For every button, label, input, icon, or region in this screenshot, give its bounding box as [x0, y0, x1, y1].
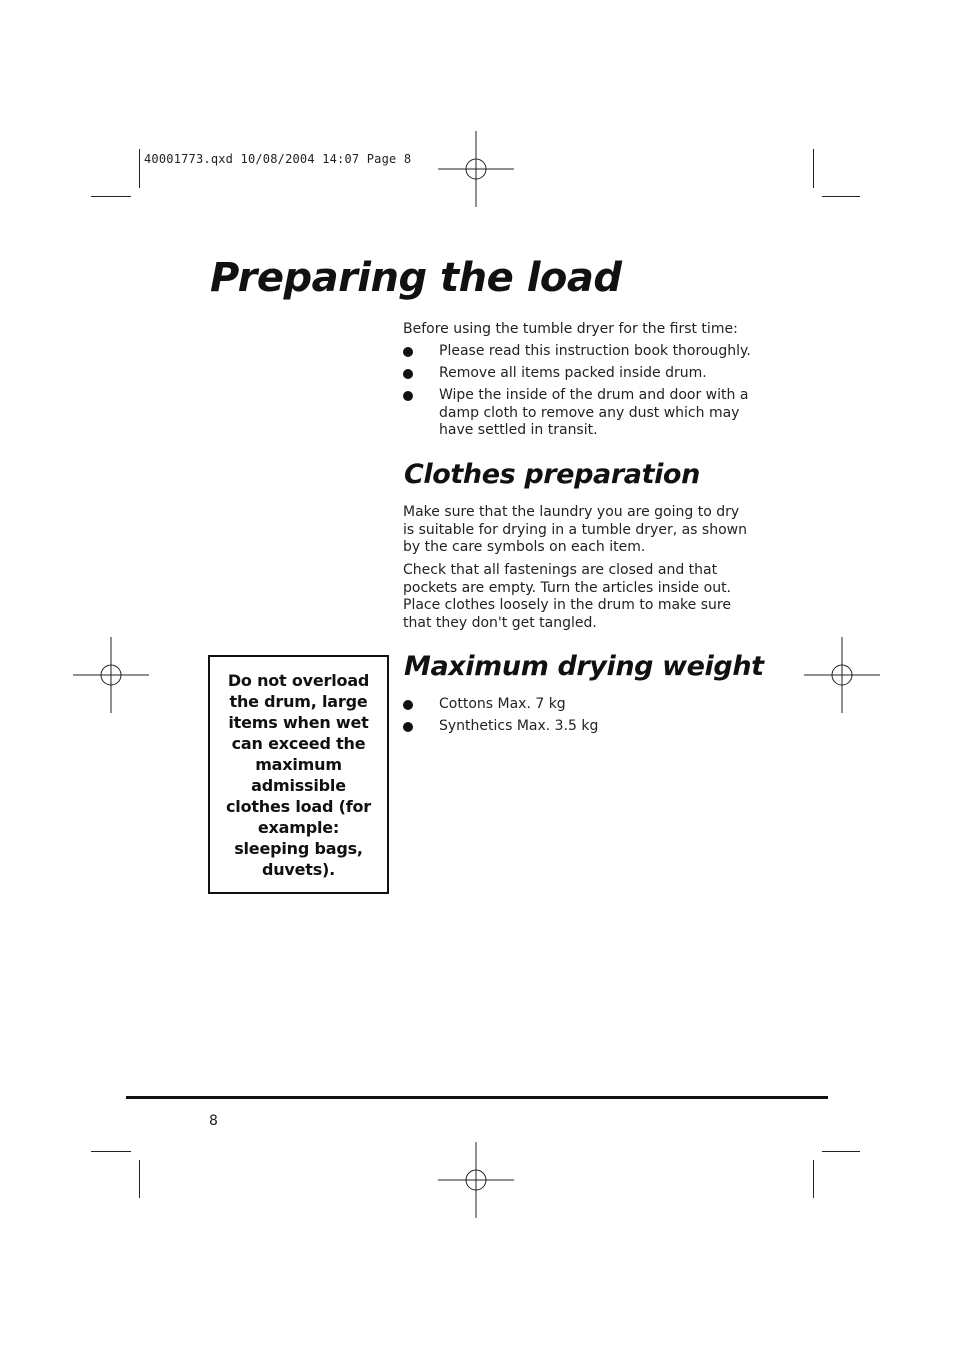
print-slug: 40001773.qxd 10/08/2004 14:07 Page 8: [144, 152, 412, 166]
overload-warning-text: Do not overload the drum, large items when wet can exceed the maximum admissible clothes load (for example: sleeping bags, duvets).: [226, 671, 371, 879]
intro-lead: Before using the tumble dryer for the first time:: [403, 321, 738, 337]
bullet-icon: [403, 700, 413, 710]
bullet-icon: [403, 347, 413, 357]
bullet-icon: [403, 369, 413, 379]
footer-rule: [126, 1096, 828, 1099]
clothes-paragraph-1: Make sure that the laundry you are going to dry is suitable for drying in a tumble dryer, as shown by the care symbols on each item.: [403, 504, 747, 555]
bullet-icon: [403, 722, 413, 732]
maximum-drying-weight-heading: Maximum drying weight: [404, 651, 764, 682]
clothes-paragraph-2: Check that all fastenings are closed and that pockets are empty. Turn the articles inside out. Place clothes loosely in the drum to make sure that they don't get tangled.: [403, 562, 732, 631]
registration-mark-right: [804, 637, 880, 713]
list-item: Remove all items packed inside drum.: [403, 365, 753, 383]
page-title: Preparing the load: [210, 255, 622, 301]
clothes-preparation-heading: Clothes preparation: [404, 459, 700, 490]
intro-list: [403, 343, 753, 444]
registration-mark-bottom: [438, 1142, 514, 1218]
bullet-icon: [403, 391, 413, 401]
registration-mark-top: [438, 131, 514, 207]
list-item: Wipe the inside of the drum and door with a damp cloth to remove any dust which may have settled in transit.: [403, 387, 753, 440]
list-item: Cottons Max. 7 kg: [403, 696, 753, 714]
registration-mark-left: [73, 637, 149, 713]
page-number: 8: [209, 1113, 218, 1129]
overload-warning-box: [208, 655, 389, 894]
list-item: Please read this instruction book thoroughly.: [403, 343, 753, 361]
weight-list: [403, 696, 753, 740]
list-item: Synthetics Max. 3.5 kg: [403, 718, 753, 736]
